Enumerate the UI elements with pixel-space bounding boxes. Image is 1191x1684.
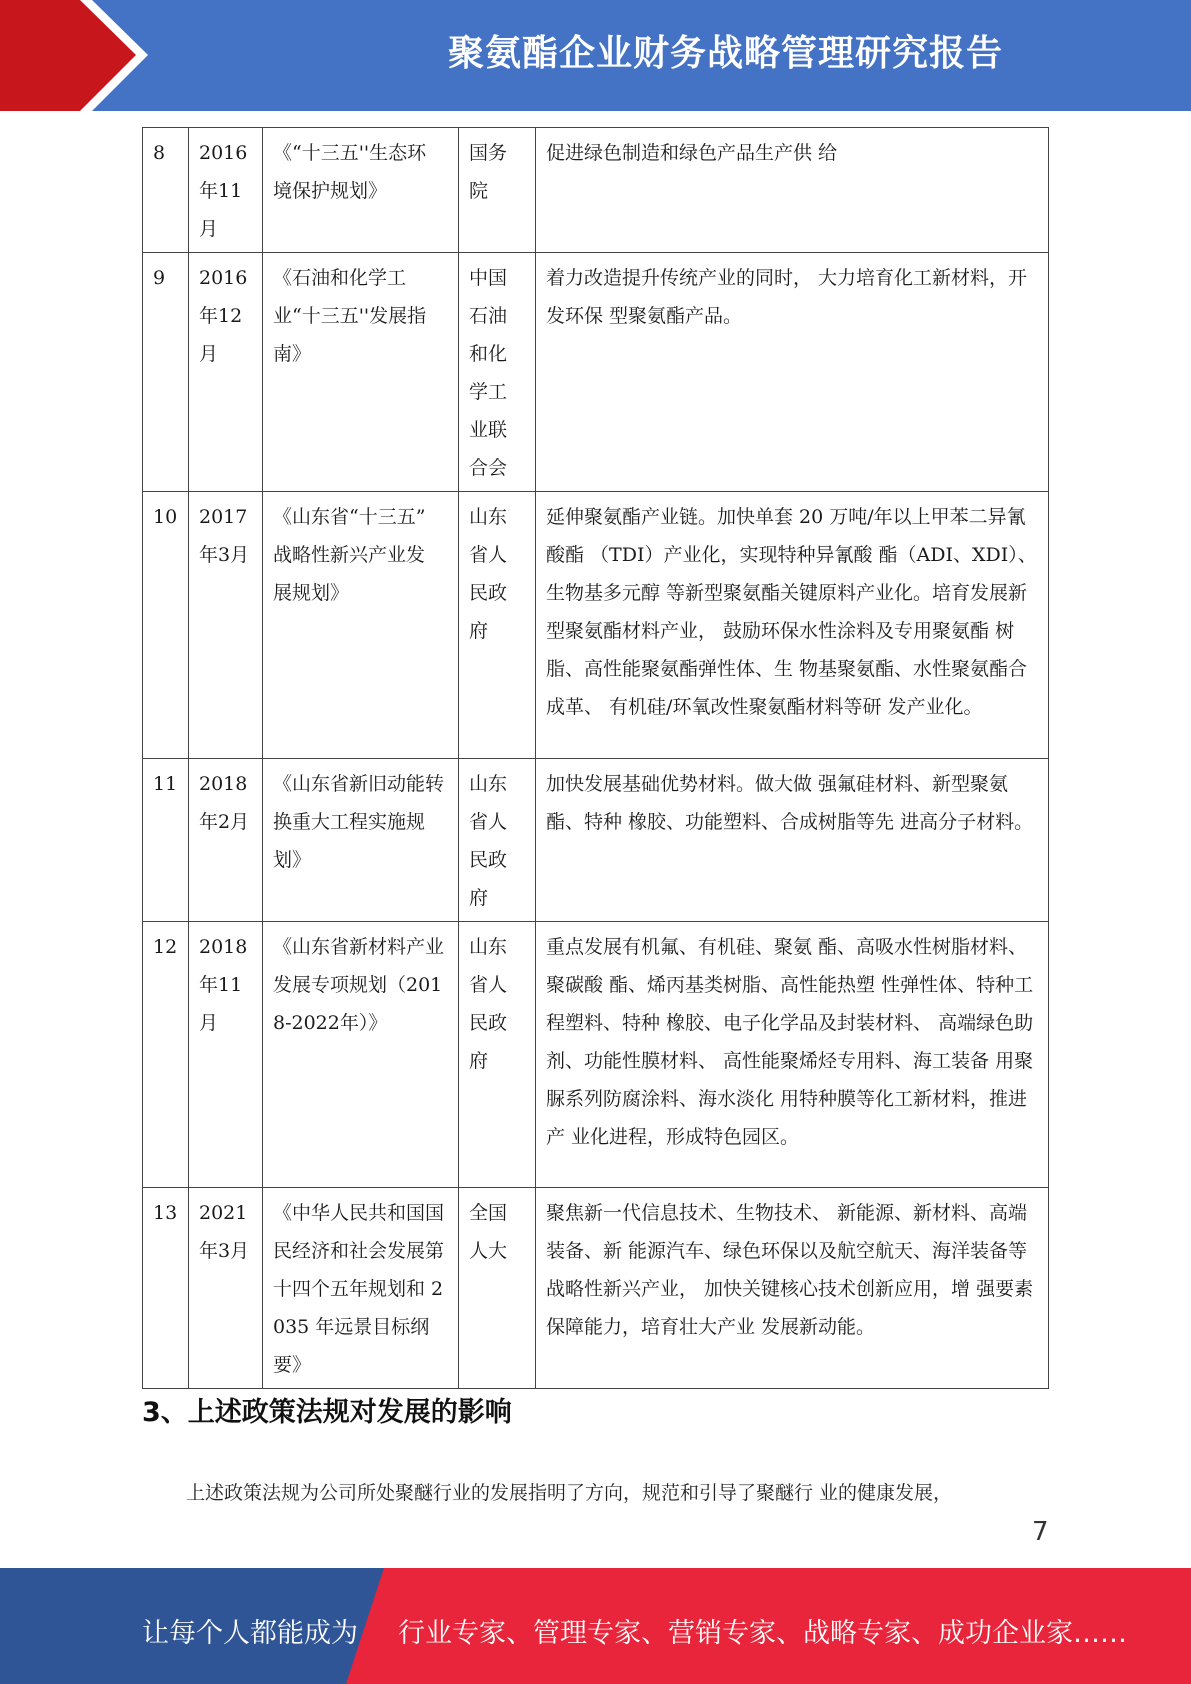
row-issuer: 中国石油和化学工业联合会 bbox=[459, 253, 536, 492]
policy-table bbox=[142, 127, 1049, 1389]
footer-slogan-right: 行业专家、管理专家、营销专家、战略专家、成功企业家…… bbox=[398, 1618, 1127, 1649]
row-date: 2016年12月 bbox=[189, 253, 263, 492]
page-number: 7 bbox=[1032, 1517, 1049, 1547]
table-row bbox=[143, 1188, 1049, 1389]
row-date: 2021年3月 bbox=[189, 1188, 263, 1389]
row-issuer: 山东省人民政府 bbox=[459, 492, 536, 759]
row-number: 11 bbox=[143, 759, 189, 922]
table-row bbox=[143, 759, 1049, 922]
row-number: 13 bbox=[143, 1188, 189, 1389]
row-content: 聚焦新一代信息技术、生物技术、 新能源、新材料、高端装备、新 能源汽车、绿色环保以及航空航天、海洋装备等战略性新兴产业， 加快关键核心技术创新应用，增 强要素保障能力，培育壮大产业 发展新动能。 bbox=[536, 1188, 1049, 1389]
row-issuer: 山东省人民政府 bbox=[459, 922, 536, 1188]
row-date: 2018年11月 bbox=[189, 922, 263, 1188]
row-number: 12 bbox=[143, 922, 189, 1188]
section-heading: 3、上述政策法规对发展的影响 bbox=[142, 1397, 512, 1428]
body-paragraph: 上述政策法规为公司所处聚醚行业的发展指明了方向，规范和引导了聚醚行 业的健康发展， bbox=[186, 1482, 953, 1504]
row-policy-title: 《山东省“十三五” 战略性新兴产业发 展规划》 bbox=[263, 492, 459, 759]
row-policy-title: 《“十三五''生态环 境保护规划》 bbox=[263, 128, 459, 253]
row-issuer: 全国人大 bbox=[459, 1188, 536, 1389]
page-footer bbox=[0, 1568, 1191, 1684]
table-row bbox=[143, 922, 1049, 1188]
row-date: 2016年11月 bbox=[189, 128, 263, 253]
document-title: 聚氨酯企业财务战略管理研究报告 bbox=[447, 33, 1003, 74]
row-policy-title: 《山东省新材料产业发展专项规划（2018-2022年）》 bbox=[263, 922, 459, 1188]
row-number: 9 bbox=[143, 253, 189, 492]
row-content: 促进绿色制造和绿色产品生产供 给 bbox=[536, 128, 1049, 253]
row-content: 延伸聚氨酯产业链。加快单套 20 万吨/年以上甲苯二异氰酸酯 （TDI）产业化，实现特种异氰酸 酯（ADI、XDI）、生物基多元醇 等新型聚氨酯关键原料产业化。培育发展新型聚氨酯材料产业， 鼓励环保水性涂料及专用聚氨酯 树脂、高性能聚氨酯弹性体、生 物基聚氨酯、水性聚氨酯合成革、 有机硅/环氧改性聚氨酯材料等研 发产业化。 bbox=[536, 492, 1049, 759]
row-number: 8 bbox=[143, 128, 189, 253]
table-row bbox=[143, 128, 1049, 253]
table-row bbox=[143, 492, 1049, 759]
row-number: 10 bbox=[143, 492, 189, 759]
page-header bbox=[0, 0, 1191, 111]
row-issuer: 山东省人民政府 bbox=[459, 759, 536, 922]
row-date: 2017年3月 bbox=[189, 492, 263, 759]
row-policy-title: 《山东省新旧动能转换重大工程实施规划》 bbox=[263, 759, 459, 922]
row-content: 重点发展有机氟、有机硅、聚氨 酯、高吸水性树脂材料、聚碳酸 酯、烯丙基类树脂、高性能热塑 性弹性体、特种工程塑料、特种 橡胶、电子化学品及封装材料、 高端绿色助剂、功能性膜材料、 高性能聚烯烃专用料、海工装备 用聚脲系列防腐涂料、海水淡化 用特种膜等化工新材料，推进产 业化进程，形成特色园区。 bbox=[536, 922, 1049, 1188]
row-content: 加快发展基础优势材料。做大做 强氟硅材料、新型聚氨酯、特种 橡胶、功能塑料、合成树脂等先 进高分子材料。 bbox=[536, 759, 1049, 922]
row-policy-title: 《中华人民共和国国民经济和社会发展第十四个五年规划和 2035 年远景目标纲要》 bbox=[263, 1188, 459, 1389]
row-issuer: 国务院 bbox=[459, 128, 536, 253]
row-policy-title: 《石油和化学工业“十三五''发展指南》 bbox=[263, 253, 459, 492]
footer-slogan-left: 让每个人都能成为 bbox=[142, 1618, 358, 1649]
table-row bbox=[143, 253, 1049, 492]
row-content: 着力改造提升传统产业的同时， 大力培育化工新材料，开发环保 型聚氨酯产品。 bbox=[536, 253, 1049, 492]
row-date: 2018年2月 bbox=[189, 759, 263, 922]
